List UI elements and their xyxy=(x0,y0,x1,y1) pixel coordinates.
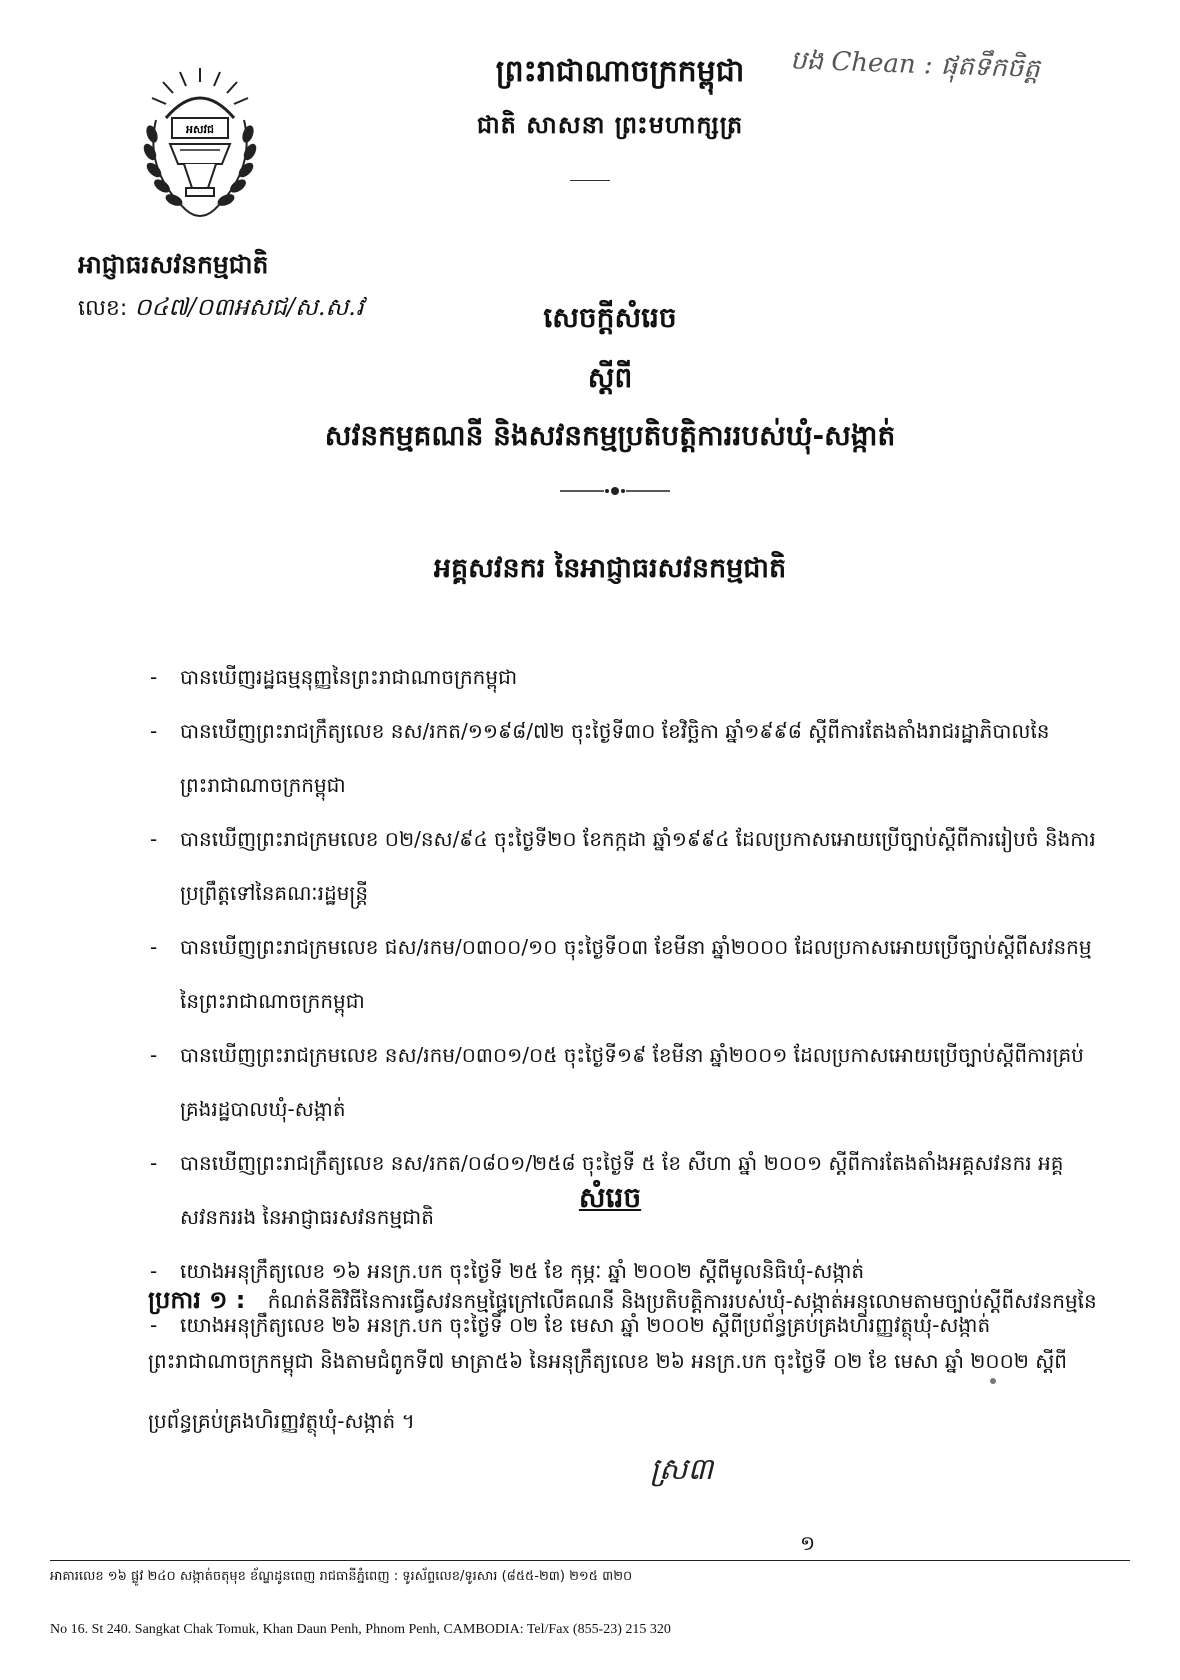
ornament-divider xyxy=(560,485,670,497)
emblem-text: អសវជ xyxy=(186,123,214,136)
recital-text: យោងអនុក្រឹត្យលេខ ២៦ អនក្រ.បក ចុះថ្ងៃទី ០២ ខែ មេសា ឆ្នាំ ២០០២ ស្តីពីប្រព័ន្ធគ្រប់គ្រងហិរញ្ញវត្ថុឃុំ-សង្កាត់ xyxy=(180,1313,991,1337)
footer-rule xyxy=(50,1560,1130,1561)
recital-text: យោងអនុក្រឹត្យលេខ ១៦ អនក្រ.បក ចុះថ្ងៃទី ២៥ ខែ កុម្ភៈ ឆ្នាំ ២០០២ ស្តីពីមូលនិធិឃុំ-សង្កាត់ xyxy=(180,1259,865,1283)
issuing-organization: អាជ្ញាធរសវនកម្មជាតិ xyxy=(78,250,269,279)
handwritten-note: បង Chean : ផុតទឹកចិត្ត xyxy=(789,45,1041,85)
recital-item: - យោងអនុក្រឹត្យលេខ ១៦ អនក្រ.បក ចុះថ្ងៃទី ២៥ ខែ កុម្ភៈ ឆ្នាំ ២០០២ ស្តីពីមូលនិធិឃុំ-សង្កាត់ xyxy=(150,1259,865,1283)
recital-item: - បានឃើញព្រះរាជក្រឹត្យលេខ នស/រកត/០៨០១/២៥៨ ចុះថ្ងៃទី ៥ ខែ សីហា ឆ្នាំ ២០០១ ស្តីពីការតែងតាំងអគ្គសវនករ អគ្គសវនកររង នៃអាជ្ញាធរសវនកម្មជាតិ xyxy=(150,1151,1064,1229)
recital-text: បានឃើញរដ្ឋធម្មនុញ្ញនៃព្រះរាជាណាចក្រកម្ពុជា xyxy=(180,665,518,689)
document-type-title: សេចក្តីសំរេច xyxy=(543,301,677,334)
reference-number-line xyxy=(78,292,364,327)
decision-heading: សំរេច xyxy=(578,1181,642,1214)
recital-item: - បានឃើញព្រះរាជក្រមលេខ ជស/រកម/០៣០០/១០ ចុះថ្ងៃទី០៣ ខែមីនា ឆ្នាំ២០០០ ដែលប្រកាសអោយប្រើច្បាប់ស្តីពីសវនកម្មនៃព្រះរាជាណាចក្រកម្ពុជា xyxy=(150,935,1092,1013)
handwritten-initials: ស្រ៣ xyxy=(650,1452,714,1487)
document-subject: សវនកម្មគណនី និងសវនកម្មប្រតិបត្តិការរបស់ឃុំ-សង្កាត់ xyxy=(324,419,896,452)
about-label: ស្តីពី xyxy=(587,361,633,394)
header-divider xyxy=(570,180,610,181)
page-number: ១ xyxy=(800,1531,816,1555)
recital-item: - បានឃើញព្រះរាជក្រមលេខ នស/រកម/០៣០១/០៥ ចុះថ្ងៃទី១៩ ខែមីនា ឆ្នាំ២០០១ ដែលប្រកាសអោយប្រើច្បាប់ស្តីពីការគ្រប់គ្រងរដ្ឋបាលឃុំ-សង្កាត់ xyxy=(150,1043,1084,1121)
reference-number: ០៤៧/០៣អសជ/ស.ស.វ xyxy=(134,293,364,321)
article-1 xyxy=(148,1270,1108,1451)
recital-item: - បានឃើញព្រះរាជក្រមលេខ ០២/នស/៩៤ ចុះថ្ងៃទី២០ ខែកក្កដា ឆ្នាំ១៩៩៤ ដែលប្រកាសអោយប្រើច្បាប់ស្តីពីការរៀបចំ និងការប្រព្រឹត្តទៅនៃគណៈរដ្ឋមន្ត្រី xyxy=(150,827,1096,905)
article-1-label: ប្រការ ១ : xyxy=(148,1286,246,1314)
recital-item: - យោងអនុក្រឹត្យលេខ ២៦ អនក្រ.បក ចុះថ្ងៃទី ០២ ខែ មេសា ឆ្នាំ ២០០២ ស្តីពីប្រព័ន្ធគ្រប់គ្រងហិរញ្ញវត្ថុឃុំ-សង្កាត់ xyxy=(150,1313,991,1337)
kingdom-heading: ព្រះរាជាណាចក្រកម្ពុជា xyxy=(495,54,745,89)
recital-text: បានឃើញព្រះរាជក្រឹត្យលេខ នស/រកត/១១៩៨/៧២ ចុះថ្ងៃទី៣០ ខែវិច្ឆិកា ឆ្នាំ១៩៩៨ ស្តីពីការតែងតាំងរាជរដ្ឋាភិបាលនៃព្រះរាជាណាចក្រកម្ពុជា xyxy=(180,719,1050,797)
recital-item: - បានឃើញព្រះរាជក្រឹត្យលេខ នស/រកត/១១៩៨/៧២ ចុះថ្ងៃទី៣០ ខែវិច្ឆិកា ឆ្នាំ១៩៩៨ ស្តីពីការតែងតាំងរាជរដ្ឋាភិបាលនៃព្រះរាជាណាចក្រកម្ពុជា xyxy=(150,719,1050,797)
recital-text: បានឃើញព្រះរាជក្រឹត្យលេខ នស/រកត/០៨០១/២៥៨ ចុះថ្ងៃទី ៥ ខែ សីហា ឆ្នាំ ២០០១ ស្តីពីការតែងតាំងអគ្គសវនករ អគ្គសវនកររង នៃអាជ្ញាធរសវនកម្មជាតិ xyxy=(180,1151,1064,1229)
margin-mark xyxy=(990,1378,996,1384)
recitals-list xyxy=(150,650,1110,1352)
footer-english-address: No 16. St 240. Sangkat Chak Tomuk, Khan Daun Penh, Phnom Penh, CAMBODIA: Tel/Fax (855-23) 215 320 xyxy=(50,1622,671,1637)
footer-khmer-address: អាគារលេខ ១៦ ផ្លូវ ២៤០ សង្កាត់ចតុមុខ ខ័ណ្ឌដូនពេញ រាជធានីភ្នំពេញ : ទូរស័ព្ទលេខ/ទូរសារ (៨៥៥-២៣) ២១៥ ៣២០ xyxy=(50,1569,633,1584)
recital-text: បានឃើញព្រះរាជក្រមលេខ ជស/រកម/០៣០០/១០ ចុះថ្ងៃទី០៣ ខែមីនា ឆ្នាំ២០០០ ដែលប្រកាសអោយប្រើច្បាប់ស្តីពីសវនកម្មនៃព្រះរាជាណាចក្រកម្ពុជា xyxy=(180,935,1092,1013)
article-1-text: កំណត់នីតិវិធីនៃការធ្វើសវនកម្មផ្ទៃក្រៅលើគណនី និងប្រតិបត្តិការរបស់ឃុំ-សង្កាត់អនុលោមតាមច្បាប់ស្តីពីសវនកម្មនៃព្រះរាជាណាចក្រកម្ពុជា និងតាមជំពូកទី៧ មាត្រា៥៦ នៃអនុក្រឹត្យលេខ ២៦ អនក្រ.បក ចុះថ្ងៃទី ០២ ខែ មេសា ឆ្នាំ ២០០២ ស្តីពីប្រព័ន្ធគ្រប់គ្រងហិរញ្ញវត្ថុឃុំ-សង្កាត់ ។ xyxy=(148,1289,1097,1433)
recital-item: - បានឃើញរដ្ឋធម្មនុញ្ញនៃព្រះរាជាណាចក្រកម្ពុជា xyxy=(150,665,518,689)
issuing-authority: អគ្គសវនករ នៃអាជ្ញាធរសវនកម្មជាតិ xyxy=(433,553,787,584)
recital-text: បានឃើញព្រះរាជក្រមលេខ នស/រកម/០៣០១/០៥ ចុះថ្ងៃទី១៩ ខែមីនា ឆ្នាំ២០០១ ដែលប្រកាសអោយប្រើច្បាប់ស្តីពីការគ្រប់គ្រងរដ្ឋបាលឃុំ-សង្កាត់ xyxy=(180,1043,1084,1121)
reference-label: លេខ: xyxy=(78,296,128,321)
national-audit-emblem xyxy=(130,60,270,235)
recital-text: បានឃើញព្រះរាជក្រមលេខ ០២/នស/៩៤ ចុះថ្ងៃទី២០ ខែកក្កដា ឆ្នាំ១៩៩៤ ដែលប្រកាសអោយប្រើច្បាប់ស្តីពីការរៀបចំ និងការប្រព្រឹត្តទៅនៃគណៈរដ្ឋមន្ត្រី xyxy=(180,827,1096,905)
national-motto: ជាតិ សាសនា ព្រះមហាក្សត្រ xyxy=(476,111,744,139)
